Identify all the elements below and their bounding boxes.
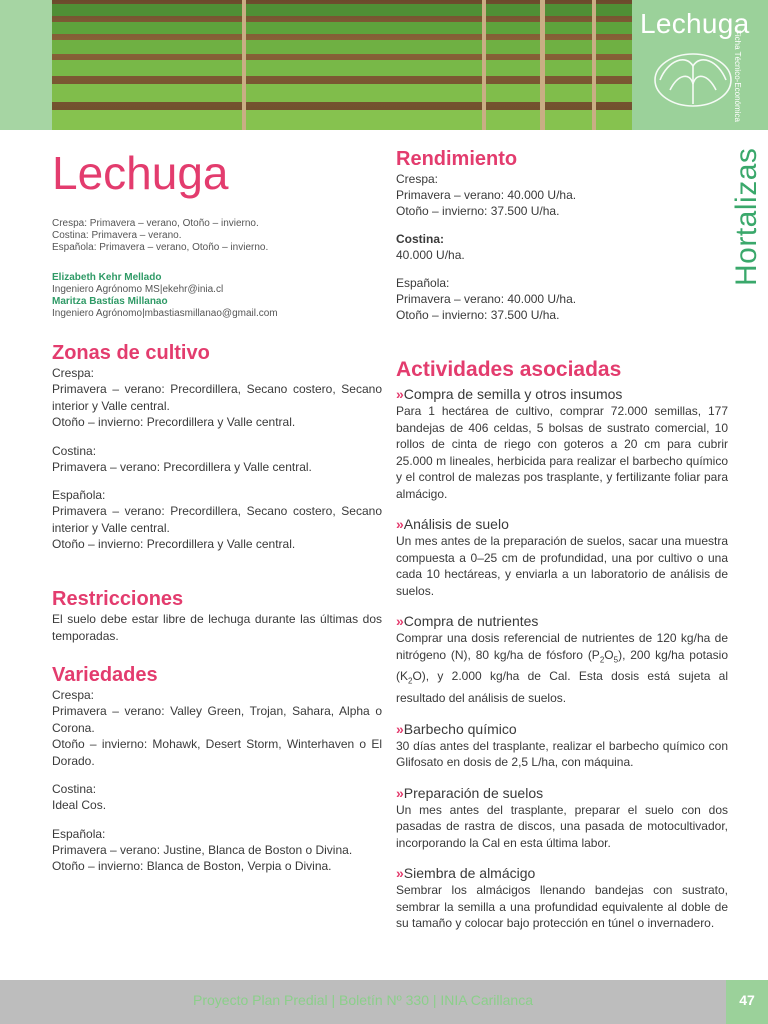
section-title: Variedades — [52, 664, 158, 686]
activity-title — [396, 613, 728, 629]
section-title: Restricciones — [52, 588, 184, 610]
yield-line: Otoño – invierno: 37.500 U/ha. — [396, 308, 560, 322]
author-name: Elizabeth Kehr Mellado — [52, 272, 162, 283]
variety-label: Española: — [52, 488, 106, 502]
bullet-marker: » — [396, 784, 404, 801]
paragraph: El suelo debe estar libre de lechuga durante las últimas dos temporadas. — [52, 612, 382, 643]
ficha-side-note: Ficha Técnico-Económica — [733, 30, 742, 122]
activity-title — [396, 386, 728, 402]
section-variedades — [52, 664, 382, 875]
bullet-marker: » — [396, 386, 404, 402]
activity-compra-semilla — [396, 386, 728, 502]
season-line: Española: Primavera – verano, Otoño – invierno. — [52, 242, 269, 253]
section-zonas — [52, 342, 382, 553]
yield-line: Otoño – invierno: 37.500 U/ha. — [396, 204, 560, 218]
activity-analisis-suelo — [396, 516, 728, 599]
yield-line: 40.000 U/ha. — [396, 248, 465, 262]
season-line: Costina: Primavera – verano. — [52, 230, 182, 241]
paragraph: Primavera – verano: Precordillera, Secano costero, Secano interior y Valle central. — [52, 382, 382, 413]
bullet-marker: » — [396, 720, 404, 737]
variety-label: Española: — [52, 826, 106, 841]
yield-line: Primavera – verano: 40.000 U/ha. — [396, 188, 577, 202]
activity-compra-nutrientes — [396, 613, 728, 707]
page-header — [0, 0, 768, 130]
section-actividades — [396, 358, 728, 932]
paragraph: Otoño – invierno: Precordillera y Valle central. — [52, 415, 296, 429]
activity-title — [396, 721, 728, 737]
lettuce-icon — [648, 46, 738, 110]
paragraph: Primavera – verano: Precordillera, Secano costero, Secano interior y Valle central. — [52, 504, 382, 535]
activity-title — [396, 865, 728, 881]
season-line: Crespa: Primavera – verano, Otoño – invierno. — [52, 218, 259, 229]
header-left-band — [0, 0, 52, 130]
paragraph: Otoño – invierno: Mohawk, Desert Storm, Winterhaven o El Dorado. — [52, 737, 382, 768]
page-number: 47 — [739, 992, 755, 1008]
page-footer — [0, 980, 768, 1024]
season-summary — [52, 218, 382, 254]
page-title: Lechuga — [52, 147, 229, 199]
author-name: Maritza Bastías Millanao — [52, 296, 168, 307]
header-title: Lechuga — [640, 8, 750, 39]
variety-label: Española: — [396, 276, 450, 290]
paragraph: Comprar una dosis referencial de nutrientes de 120 kg/ha de nitrógeno (N), 80 kg/ha de fósforo $(P_2O_5)$, 200 kg/ha potasio $(K_2O)$, y 2.000 kg/ha de Cal. Esta dosis está sujeta al resultado del análisis de suelos. — [396, 631, 729, 706]
activity-title-text: Barbecho químico — [403, 720, 517, 737]
section-restricciones — [52, 588, 382, 644]
category-side-label: Hortalizas — [730, 147, 763, 286]
activity-title — [396, 785, 728, 801]
yield-line: Primavera – verano: 40.000 U/ha. — [396, 292, 577, 306]
paragraph: Un mes antes de la preparación de suelos, sacar una muestra compuesta a 0–25 cm de profundidad, una por cultivo o una cada 10 hectáreas, y enviarla a un laboratorio de análisis de suelos. — [396, 534, 728, 598]
variety-label: Crespa: — [52, 366, 95, 380]
activity-barbecho — [396, 721, 728, 771]
paragraph: Sembrar los almácigos llenando bandejas con sustrato, sembrar la semilla a una profundidad equivalente al doble de su tamaño y colocar bajo protección en túnel o invernadero. — [396, 883, 728, 931]
footer-text: Proyecto Plan Predial | Boletín Nº 330 | INIA Carillanca — [193, 992, 533, 1008]
variety-label: Crespa: — [52, 688, 95, 702]
variety-label: Costina: — [52, 782, 97, 796]
activity-title — [396, 516, 728, 532]
activity-title-text: Siembra de almácigo — [403, 865, 536, 882]
section-title: Zonas de cultivo — [52, 342, 210, 364]
activity-siembra-almacigo — [396, 865, 728, 932]
activity-title-text: Compra de nutrientes — [403, 613, 539, 629]
authors — [52, 272, 382, 320]
activity-title-text: Compra de semilla y otros insumos — [403, 386, 623, 402]
activity-preparacion-suelos — [396, 785, 728, 852]
section-rendimiento — [396, 148, 728, 323]
bullet-marker: » — [396, 613, 404, 629]
paragraph: Para 1 hectárea de cultivo, comprar 72.000 semillas, 177 bandejas de 406 celdas, 5 bolsas de sustrato comercial, 10 rollos de cinta de riego con goteros a 20 cm para cubrir 25.000 m lineales, herbicida para realizar el barbecho químico y el control de malezas pos trasplante, y fertilizante foliar para almácigo. — [396, 404, 728, 501]
paragraph: Primavera – verano: Valley Green, Trojan, Sahara, Alpha o Corona. — [52, 704, 382, 735]
bullet-marker: » — [396, 516, 404, 532]
paragraph: Un mes antes del trasplante, preparar el suelo con dos pasadas de rastra de discos, una pasada de motocultivador, incorporando la Cal en esta última labor. — [396, 802, 728, 850]
paragraph: Primavera – verano: Justine, Blanca de Boston o Divina. — [52, 842, 353, 857]
paragraph: Otoño – invierno: Blanca de Boston, Verpia o Divina. — [52, 859, 332, 873]
variety-label: Costina: — [396, 232, 444, 246]
paragraph: 30 días antes del trasplante, realizar el barbecho químico con Glifosato en dosis de 2,5 L/ha, con máquina. — [396, 738, 728, 770]
activity-title-text: Análisis de suelo — [403, 516, 509, 532]
activity-title-text: Preparación de suelos — [403, 784, 544, 801]
author-role: Ingeniero Agrónomo|mbastiasmillanao@gmail.com — [52, 308, 278, 319]
paragraph: Otoño – invierno: Precordillera y Valle central. — [52, 537, 296, 551]
lettuce-field-photo — [52, 0, 632, 130]
section-title: Rendimiento — [396, 148, 518, 170]
section-title: Actividades asociadas — [396, 358, 622, 381]
paragraph: Primavera – verano: Precordillera y Valle central. — [52, 459, 312, 474]
page-number-box — [726, 980, 768, 1024]
variety-label: Crespa: — [396, 172, 439, 186]
variety-label: Costina: — [52, 443, 97, 458]
author-role: Ingeniero Agrónomo MS|ekehr@inia.cl — [52, 284, 224, 295]
bullet-marker: » — [396, 865, 404, 882]
paragraph: Ideal Cos. — [52, 798, 107, 812]
